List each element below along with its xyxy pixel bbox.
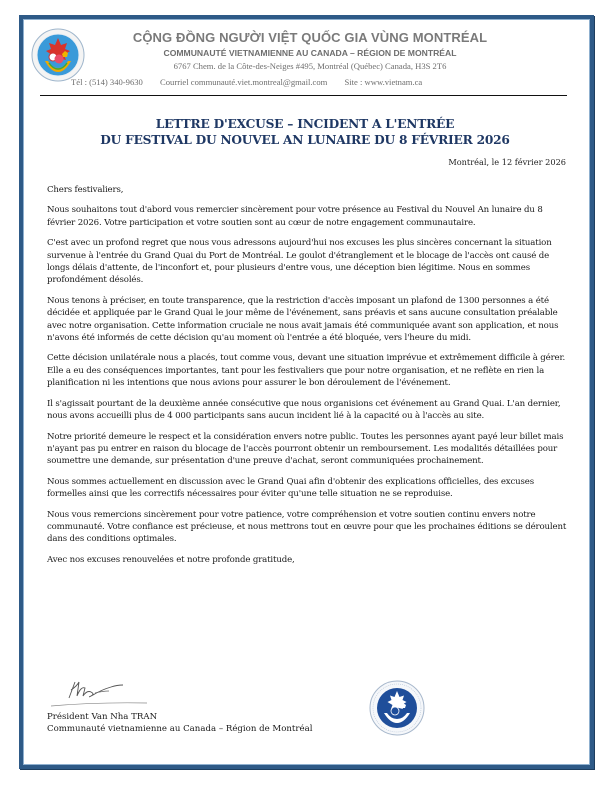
paragraph: Nous sommes actuellement en discussion avec le Grand Quai afin d'obtenir des explications officielles, des excuses formelles ainsi que les correctifs nécessaires pour éviter qu'une telle situation ne se reproduise. [47, 476, 534, 500]
paragraph: Nous tenons à préciser, en toute transparence, que la restriction d'accès imposant un plafond de 1300 personnes a été décidée et appliquée par le Grand Quai le jour même de l'événement, sans préavis et sans aucune consultation préalable avec notre organisation. Cette information cruciale ne nous avait jamais été communiquée avant son application, et nous n'avons été informés de cette décision qu'au moment où l'entrée a été bloquée, vers l'heure du midi. [47, 295, 559, 344]
title-line-1: LETTRE D'EXCUSE – INCIDENT A L'ENTRÉE [155, 117, 455, 131]
phone-text: Tél : (514) 340-9630 [71, 77, 143, 87]
letter-body [47, 184, 567, 574]
signer-organization: Communauté vietnamienne au Canada – Région de Montréal [47, 724, 313, 734]
organization-seal-icon [369, 680, 425, 736]
paragraph: C'est avec un profond regret que nous vous adressons aujourd'hui nos excuses les plus sincères concernant la situation survenue à l'entrée du Grand Quai du Port de Montréal. Le goulot d'étranglement et le blocage de l'accès ont causé de longs délais d'attente, de l'inconfort et, pour plusieurs d'entre vous, une déception bien légitime. Nous en sommes profondément désolés. [47, 238, 552, 286]
paragraph: Nous souhaitons tout d'abord vous remercier sincèrement pour votre présence au Festival du Nouvel An lunaire du 8 février 2026. Votre participation et votre soutien sont au cœur de notre engagement communautaire. [47, 205, 543, 228]
paragraph: Cette décision unilatérale nous a placés, tout comme vous, devant une situation imprévue et extrêmement difficile à gérer. Elle a eu des conséquences importantes, tant pour les festivaliers que pour notre organisation, et ne reflète en rien la planification ni les intentions que nous avions pour assurer le bon déroulement de l'événement. [47, 353, 566, 389]
letterhead [60, 30, 560, 72]
email-link[interactable]: Courriel communauté.viet.montreal@gmail.com [160, 77, 328, 87]
letter-title [40, 116, 570, 148]
salutation: Chers festivaliers, [47, 185, 124, 195]
org-name-french: COMMUNAUTÉ VIETNAMIENNE AU CANADA – RÉGION DE MONTRÉAL [163, 48, 457, 58]
signature-block [47, 711, 312, 735]
signer-name: Président Van Nha TRAN [47, 712, 158, 722]
letter-date: Montréal, le 12 février 2026 [448, 157, 566, 167]
paragraph: Notre priorité demeure le respect et la considération envers notre public. Toutes les personnes ayant payé leur billet mais n'ayant pas pu entrer en raison du blocage de l'accès pourront obtenir un remboursement. Les modalités détaillées pour soumettre une demande, sur présentation d'une preuve d'achat, seront communiquées prochainement. [47, 431, 564, 467]
paragraph: Il s'agissait pourtant de la deuxième année consécutive que nous organisions cet événement au Grand Quai. L'an dernier, nous avons accueilli plus de 4 000 participants sans aucun incident lié à la capacité ou à l'accès au site. [47, 398, 561, 422]
handwritten-signature-icon [47, 676, 157, 708]
org-name-vietnamese: CỘNG ĐỒNG NGƯỜI VIỆT QUỐC GIA VÙNG MONTRÉAL [132, 30, 488, 45]
paragraph: Nous vous remercions sincèrement pour votre patience, votre compréhension et votre soutien continu envers notre communauté. Votre confiance est précieuse, et nous mettrons tout en œuvre pour que les prochaines éditions se déroulent dans des conditions optimales. [47, 509, 567, 545]
closing: Avec nos excuses renouvelées et notre profonde gratitude, [47, 554, 295, 565]
website-link[interactable]: Site : www.vietnam.ca [344, 77, 423, 87]
title-line-2: DU FESTIVAL DU NOUVEL AN LUNAIRE DU 8 FÉVRIER 2026 [100, 133, 510, 147]
org-address: 6767 Chem. de la Côte-des-Neiges #495, Montréal (Québec) Canada, H3S 2T6 [173, 61, 447, 71]
contact-line [71, 77, 531, 87]
header-divider [40, 95, 567, 96]
